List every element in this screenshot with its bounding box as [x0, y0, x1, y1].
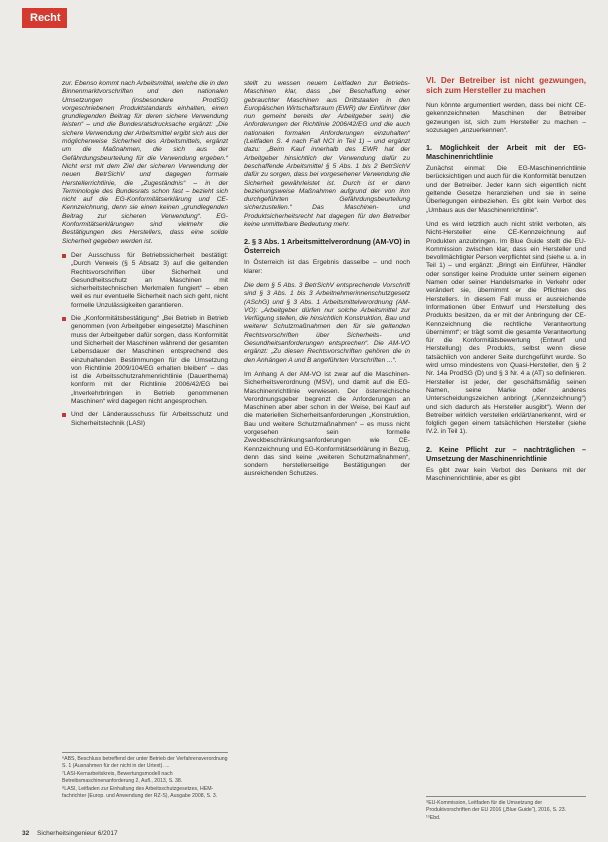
footnote: ⁷LASI-Kernarbeitskreis, Bewertungsmodell nach Betreibsmaschinenanforderung 2, Aufl., 2013, S. 38. [62, 771, 183, 784]
paragraph: Zunächst einmal: Die EG-Maschinenrichtlinie berücksichtigen und auch für die Konformität benutzen und der Betreiber. Jeder kann sich eigentlich nicht geltende Gesetze heranziehen und sie in seine Überlegungen einbeziehen. Es gibt kein Verbot des „Umbaus aus der Maschinenrichtlinie“. [426, 165, 586, 214]
footnotes-right [426, 796, 586, 824]
paragraph: Die dem § 5 Abs. 3 BetrSichV entsprechende Vorschrift sind § 3 Abs. 1 bis 3 Arbeitnehmerinnenschutzgesetz (ASchG) und § 3 Abs. 1 Arbeitsmittelverordnung (AM-VO): „Arbeitgeber dürfen nur solche Arbeitsmittel zur Verfügung stellen, die hinsichtlich Konstruktion, Bau und weiterer Schutzmaßnahmen den für sie geltenden Rechtsvorschriften über Sicherheits- und Gesundheitsanforderungen entsprechen“. Die AM-VO ergänzt: „Zu diesen Rechtsvorschriften gehören die in den Anhängen A und B angeführten Vorschriften ...“. [244, 281, 410, 364]
text-column-1 [62, 80, 228, 434]
bullet-item: Die „Konformitätsbestätigung“ „Bei Betrieb in Betrieb genommen (von Arbeitgeber eingesetzte) Maschinen muss der Arbeitgeber dafür sorgen, dass Konformität und Sicherheit der Maschinen während der gesamten Lebensdauer der Maschinen entsprechend des einzuhaltenden Bestimmungen für die Umsetzung von Richtlinie 2009/104/EG erhalten bleiben“ – das ist die Arbeitsschutzrahmenrichtlinie (Dauerthema) konform mit der Richtlinie 2006/42/EG bei „Inverkehrbringen in Betrieb genommenen Maschinen“ wird dagegen nicht angesprochen. [62, 315, 228, 406]
paragraph: Es gibt zwar kein Verbot des Denkens mit der Maschinenrichtlinie, aber es gibt [426, 466, 586, 482]
page-number: 32 [22, 830, 30, 837]
text-column-3 [426, 76, 586, 489]
paragraph: Und es wird letztlich auch nicht strikt verboten, als Nicht-Hersteller eine CE-Kennzeichnung auf Produkten anzubringen. Im Blue Guide stellt die EU-Kommission zwischen klar, dass ein Hersteller und bevollmächtigter Person verpflichtet sind (siehe u. a. in Teil 1) – und ergänzt: „Bringt ein Einführer, Händler oder sonstiger keine Produkte unter seinem eigenen Namen oder seiner Handelsmarke in Verkehr oder verändert sie, übernimmt er die Pflichten des Herstellers. In diesem Fall muss er ausreichende Informationen über Entwurf und Herstellung des Produkts besitzen, da er mit der Anbringung der CE-Kennzeichnung die rechtliche Verantwortung übernimmt“; er trägt somit die gesamte Verantwortung für die Konformitätsbewertung (Entwurf und Herstellung) des Produkts, selbst wenn diese tatsächlich von anderer Seite durchgeführt wurde. So wird umso mindestens von Quasi-Hersteller, den § 2 Nr. 14a ProdSG (D) und § 3 Nr. 4 a (AT) so definieren. Hersteller ist jeder, der geschäftsmäßig seinen Namen, seine Marke oder anderes Unterscheidungszeichen anbringt („Kennzeichnung“) und sich dadurch als Hersteller ausgibt“). Wenn der Betreiber wirklich verstellen erklärt/anerkennt, wird er folglich gegen einem tatsächlichen Hersteller (siehe IV.2. in Teil 1). [426, 220, 586, 436]
page-footer [22, 830, 118, 837]
footnote: ⁹EU-Kommission, Leitfaden für die Umsetzung der Produktvorschriften der EU 2016 („Blue Guide“), 2016, S. 23. [426, 800, 567, 813]
journal-name: Sicherheitsingenieur 6/2017 [37, 830, 118, 837]
paragraph: stellt zu wessen neuem Leitfaden zur Betriebs-Maschinen klar, dass „bei Beschaffung einer gebrauchter Maschinen aus Drittstaaten in den Europäischen Wirtschaftsraum (EWR) der Einführer (der nun gemeint bereits der Arbeitgeber sein) die Anforderungen der Richtlinie 2006/42/EG und die auch nationalen formalen Anforderungen einzuhalten“ (Leitfaden S. 4 nach Fall NCI in Teil 1) – und ergänzt dazu: „Beim Kauf innerhalb des EWR hat der Arbeitgeber hinsichtlich der Verwendung dafür zu beschaffende Arbeitsmittel § 5 Abs. 1 bis 2 BetrSichV dafür zu sorgen, dass bei vorgesehener Verwendung die Sicherheit gewährleistet ist. Durch ist er dann beziehungsweise Maßnahmen aufgrund der von ihm durchgeführten Gefährdungsbeurteilung sicherzustellen.“ Das Maschinen- und Produktsicherheitsrecht hat dagegen für den Betreiber keine unmittelbare Bedeutung mehr. [244, 80, 410, 229]
paragraph: In Österreich ist das Ergebnis dasselbe – und noch klarer: [244, 259, 410, 275]
section-heading: 1. Möglichkeit der Arbeit mit der EG-Maschinenrichtlinie [426, 143, 586, 162]
footnote: ⁸LASI, Leitfaden zur Einhaltung des Arbeitsschutzgesetzes, HEM-fachrichter (Europ. und Anwendung der RZ-S), Ausgabe 2008, S. 3. [62, 786, 218, 799]
section-heading: 2. § 3 Abs. 1 Arbeitsmittelverordnung (AM-VO) in Österreich [244, 237, 410, 256]
paragraph: zur. Ebenso kommt nach Arbeitsmittel, welche die in den Binnenmarktvorschriften und den nationalen Umsetzungen (insbesondere ProdSG) vorgeschriebenen Produktstandards einhalten, einen grundlegenden Beitrag für deren sichere Verwendung leisten“ – und die Bundesratsdrucksache ergänzt: „Die sichere Verwendung der Arbeitsmittel ergibt sich aus der möglicherweise Sicherheit des Arbeitsmittels, ergänzt um die Maßnahmen, die sich aus der Gefährdungsbeurteilung für die Verwendung ergeben.“ Nicht erst mit dem Ziel der sicheren Verwendung der neuen BetrSichV und dagegen formale Herstellerrichtlinie, die „Zugeständnis“ – in der Terminologie des Bundesrats schon fast – bezieht sich nicht auf die EG-Konformitätserklärung und CE-Kennzeichnung, denn sie einen keinen „grundlegenden Beitrag zur sicheren Verwendung“. EG-Konformitätserklärungen sind vielmehr die Bestätigungen des Herstellers, dass eine solide Sicherheit gegeben werden ist. [62, 80, 228, 245]
bullet-item: Der Ausschuss für Betriebssicherheit bestätigt: „Durch Verweis (§ 5 Absatz 3) auf die geltenden Rechtsvorschriften über Sicherheit und Gesundheitsschutz an Maschinen mit sicherheitstechnischen Merkmalen fungiert“ – eben weil es nur eventuelle Sicherheit nach sich geht, nicht formelle Unzulässigkeiten garantieren. [62, 252, 228, 310]
footnote: ⁶ABS, Beschluss betreffend der unter Betrieb der Verfahrensverordnung S. 1 (Ausnahmen für der nicht in der Urtext). ... [62, 756, 228, 769]
paragraph: Nun könnte argumentiert werden, dass bei nicht CE-gekennzeichneten Maschinen der Betreiber gezwungen ist, sich zum Hersteller zu machen – sozusagen „anzuerkennen“. [426, 102, 586, 134]
bullet-item: Und der Länderausschuss für Arbeitsschutz und Sicherheitstechnik (LASI) [62, 411, 228, 428]
chapter-heading: VI. Der Betreiber ist nicht gezwungen, sich zum Hersteller zu machen [426, 76, 586, 95]
section-tab: Recht [22, 8, 67, 28]
bullet-list [62, 252, 228, 428]
text-column-2 [244, 80, 410, 485]
footnotes-left [62, 752, 228, 802]
section-heading: 2. Keine Pflicht zur – nachträglichen – Umsetzung der Maschinenrichtlinie [426, 444, 586, 463]
paragraph: Im Anhang A der AM-VO ist zwar auf die Maschinen-Sicherheitsverordnung (MSV), und damit auf die EG-Maschinenrichtlinie verwiesen. Der österreichische Verordnungsgeber begrenzt die Anforderungen an Maschinen aber aber schon in der Weise, bei Kauf auf die materiellen Sicherheitsanforderungen „Konstruktion, Bau und weitere Schutzmaßnahmen“ – es muss nicht vorgesehen sein formelle Zweckbeschränkungsanforderungen wie CE-Kennzeichnung und EG-Konformitätserklärung in Bezug, denn das sind keine „weiteren Schutzmaßnahmen“, sondern herstellerseitige Bestätigungen der ausreichenden Schutzes. [244, 370, 410, 478]
footnote: ¹⁰Ebd. [426, 815, 441, 822]
